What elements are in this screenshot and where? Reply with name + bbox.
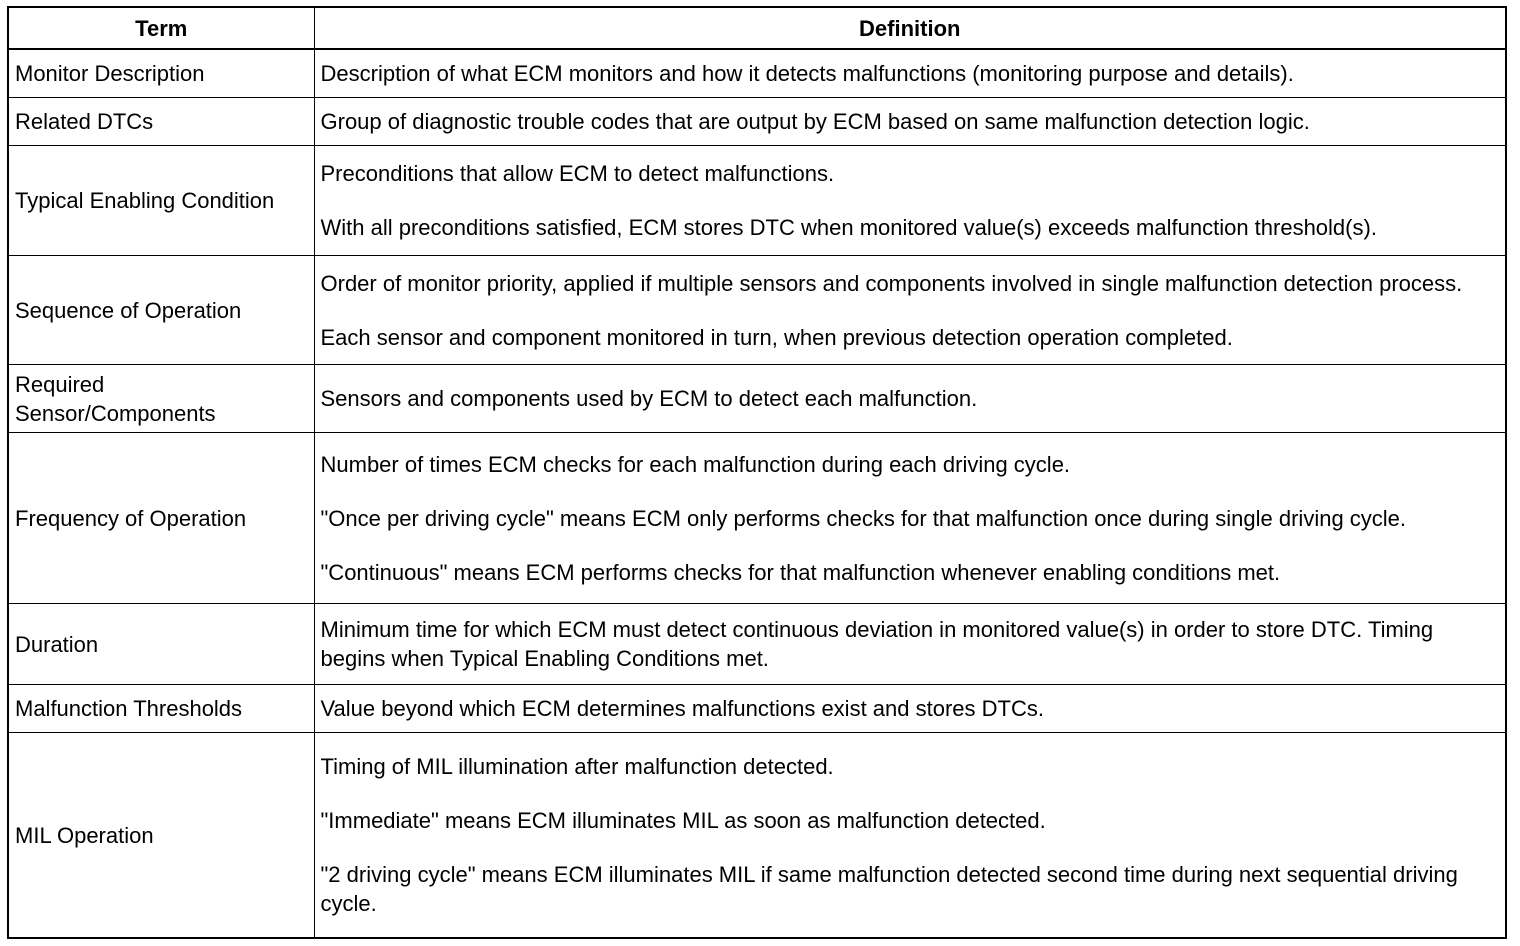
definition-cell — [314, 685, 1505, 733]
table-row — [9, 685, 1505, 733]
table-row — [9, 255, 1505, 365]
definition-paragraph: "Continuous" means ECM performs checks for that malfunction whenever enabling conditions met. — [320, 559, 1281, 585]
definition-cell — [314, 255, 1505, 365]
table-row — [9, 733, 1505, 937]
term-column-header: Term — [9, 8, 314, 49]
table-body — [9, 49, 1505, 937]
table-row — [9, 49, 1505, 98]
definition-paragraph: Order of monitor priority, applied if multiple sensors and components involved in single malfunction detection process. — [320, 270, 1463, 296]
table-row — [9, 98, 1505, 146]
definition-paragraph: Minimum time for which ECM must detect continuous deviation in monitored value(s) in order to store DTC. Timing begins when Typical Enabling Conditions met. — [320, 617, 1434, 672]
term-cell: Sequence of Operation — [9, 255, 314, 365]
definition-paragraph: "Once per driving cycle" means ECM only performs checks for that malfunction once during single driving cycle. — [320, 505, 1407, 531]
definition-column-header: Definition — [314, 8, 1505, 49]
definition-cell — [314, 365, 1505, 432]
definition-paragraph: Number of times ECM checks for each malfunction during each driving cycle. — [320, 451, 1071, 477]
table-row — [9, 604, 1505, 685]
definition-cell — [314, 146, 1505, 256]
definition-paragraph: Group of diagnostic trouble codes that are output by ECM based on same malfunction detection logic. — [320, 109, 1310, 135]
definition-paragraph: Preconditions that allow ECM to detect malfunctions. — [320, 160, 835, 186]
definition-paragraph: Description of what ECM monitors and how it detects malfunctions (monitoring purpose and details). — [320, 61, 1294, 87]
definition-cell — [314, 432, 1505, 603]
definition-cell — [314, 733, 1505, 937]
definition-cell — [314, 604, 1505, 685]
term-cell: Related DTCs — [9, 98, 314, 146]
definition-paragraph: "2 driving cycle" means ECM illuminates MIL if same malfunction detected second time during next sequential driving cycle. — [320, 862, 1458, 917]
term-cell: Typical Enabling Condition — [9, 146, 314, 256]
table-row — [9, 365, 1505, 432]
term-cell: Monitor Description — [9, 49, 314, 98]
terms-table-container — [7, 6, 1507, 939]
term-cell: MIL Operation — [9, 733, 314, 937]
definition-paragraph: With all preconditions satisfied, ECM stores DTC when monitored value(s) exceeds malfunction threshold(s). — [320, 214, 1377, 240]
header-row — [9, 8, 1505, 49]
definition-cell — [314, 49, 1505, 98]
term-cell: Duration — [9, 604, 314, 685]
definition-paragraph: Each sensor and component monitored in turn, when previous detection operation completed. — [320, 324, 1233, 350]
definition-paragraph: Sensors and components used by ECM to detect each malfunction. — [320, 386, 978, 412]
terms-table — [9, 8, 1505, 937]
term-cell: Required Sensor/Components — [9, 365, 314, 432]
table-row — [9, 432, 1505, 603]
term-cell: Frequency of Operation — [9, 432, 314, 603]
table-row — [9, 146, 1505, 256]
definition-cell — [314, 98, 1505, 146]
term-cell: Malfunction Thresholds — [9, 685, 314, 733]
definition-paragraph: Value beyond which ECM determines malfunctions exist and stores DTCs. — [320, 696, 1044, 722]
definition-paragraph: Timing of MIL illumination after malfunction detected. — [320, 754, 834, 780]
definition-paragraph: "Immediate" means ECM illuminates MIL as soon as malfunction detected. — [320, 808, 1046, 834]
